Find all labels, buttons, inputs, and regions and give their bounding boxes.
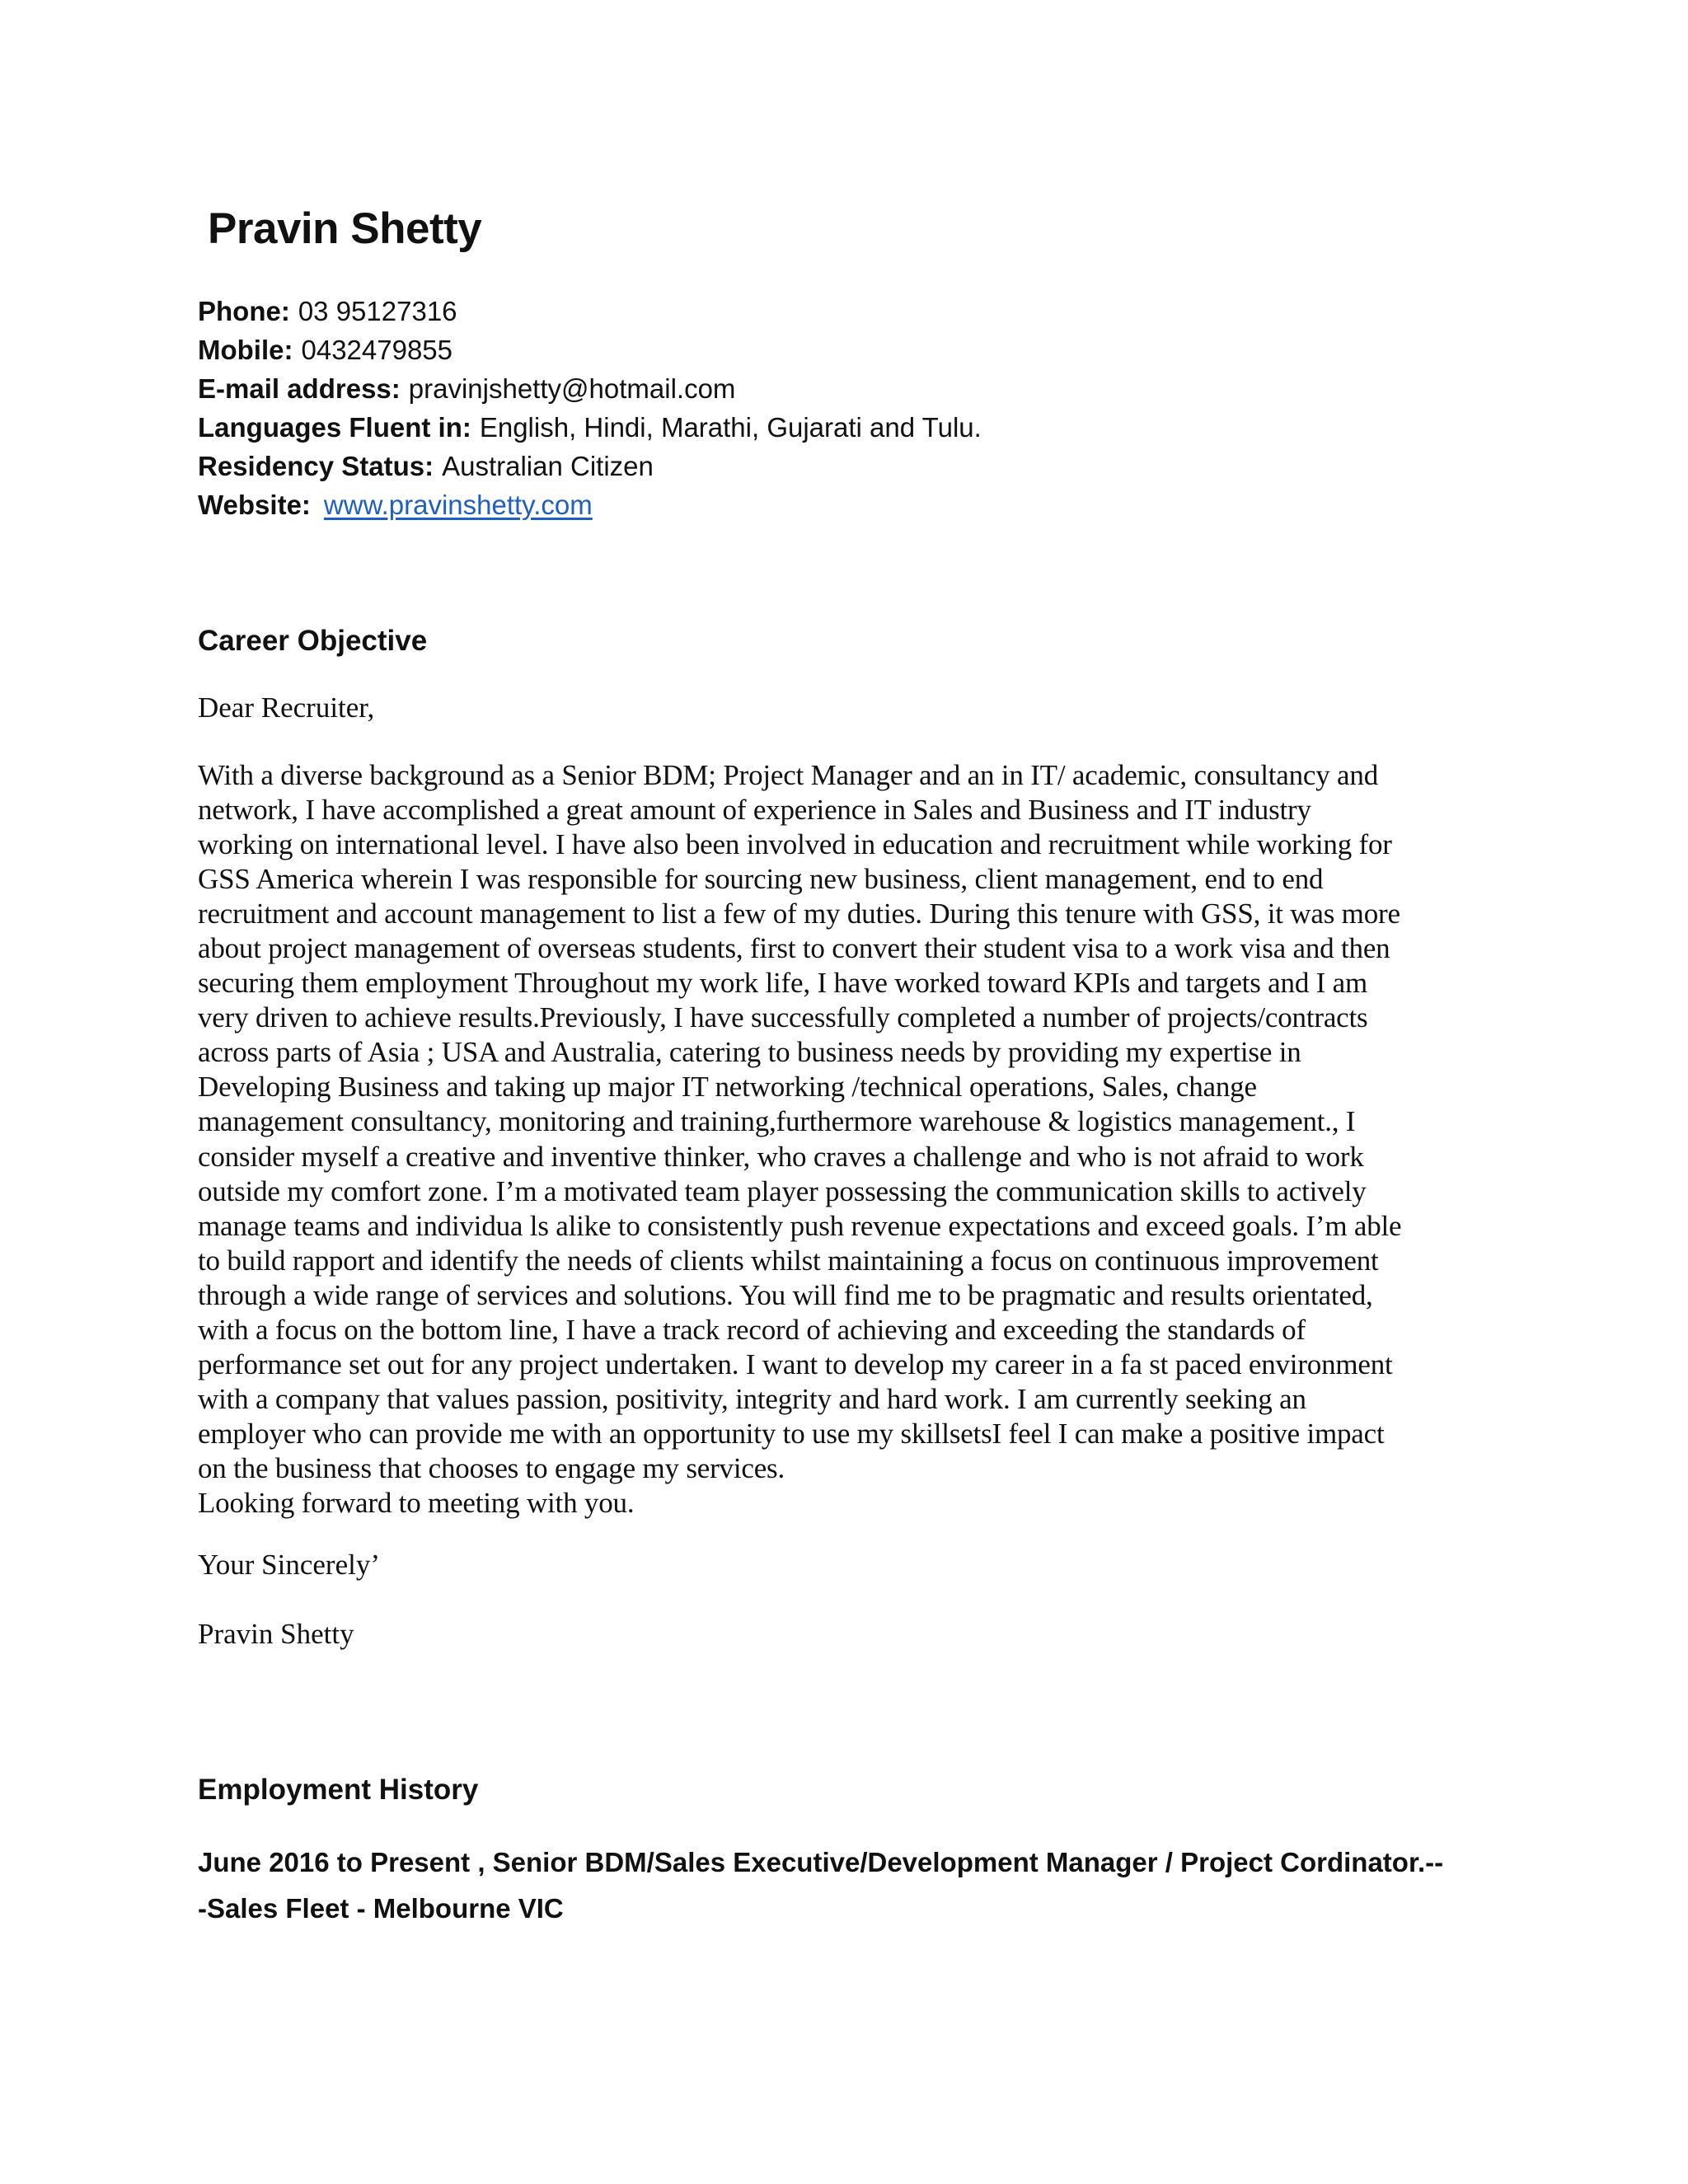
website-link[interactable]: www.pravinshetty.com bbox=[323, 490, 593, 520]
objective-line: management consultancy, monitoring and training,furthermore warehouse & logistics management., I bbox=[198, 1105, 1356, 1138]
objective-line: to build rapport and identify the needs of clients whilst maintaining a focus on continuous improvement bbox=[198, 1244, 1379, 1277]
email-value: pravinjshetty@hotmail.com bbox=[408, 373, 736, 404]
email-line bbox=[198, 369, 1550, 408]
objective-line: with a focus on the bottom line, I have a track record of achieving and exceeding the standards of bbox=[198, 1313, 1306, 1346]
contact-details bbox=[198, 292, 1550, 524]
job-title bbox=[198, 1840, 1550, 1932]
objective-line: With a diverse background as a Senior BDM; Project Manager and an in IT/ academic, consultancy and bbox=[198, 759, 1378, 791]
candidate-name: Pravin Shetty bbox=[208, 204, 482, 253]
objective-line: performance set out for any project undertaken. I want to develop my career in a fa st paced environment bbox=[198, 1347, 1393, 1380]
website-line bbox=[198, 485, 1550, 524]
email-label: E-mail address: bbox=[198, 373, 401, 404]
objective-line: with a company that values passion, positivity, integrity and hard work. I am currently seeking an bbox=[198, 1382, 1306, 1415]
objective-line: recruitment and account management to list a few of my duties. During this tenure with GSS, it was more bbox=[198, 898, 1400, 930]
mobile-label: Mobile: bbox=[198, 335, 293, 365]
job-title-line: June 2016 to Present , Senior BDM/Sales Executive/Development Manager / Project Cordinator.-- bbox=[198, 1847, 1444, 1877]
languages-line bbox=[198, 408, 1550, 447]
objective-line: network, I have accomplished a great amount of experience in Sales and Business and IT industry bbox=[198, 794, 1311, 827]
career-objective-heading: Career Objective bbox=[198, 625, 428, 657]
mobile-line bbox=[198, 330, 1550, 369]
phone-value: 03 95127316 bbox=[298, 296, 457, 326]
objective-line: Developing Business and taking up major IT networking /technical operations, Sales, change bbox=[198, 1071, 1257, 1104]
closing-line: Your Sincerely’ bbox=[198, 1549, 381, 1581]
residency-value: Australian Citizen bbox=[442, 451, 654, 481]
job-title-line: -Sales Fleet - Melbourne VIC bbox=[198, 1893, 564, 1924]
languages-label: Languages Fluent in: bbox=[198, 412, 471, 443]
objective-line: employer who can provide me with an opportunity to use my skillsetsI feel I can make a positive impact bbox=[198, 1417, 1385, 1450]
employment-history-heading: Employment History bbox=[198, 1774, 479, 1806]
objective-line: securing them employment Throughout my work life, I have worked toward KPIs and targets and I am bbox=[198, 967, 1368, 1000]
languages-value: English, Hindi, Marathi, Gujarati and Tulu. bbox=[479, 412, 982, 443]
objective-line: about project management of overseas students, first to convert their student visa to a work visa and then bbox=[198, 932, 1390, 965]
objective-line: GSS America wherein I was responsible for sourcing new business, client management, end to end bbox=[198, 863, 1324, 896]
residency-line bbox=[198, 447, 1550, 485]
salutation: Dear Recruiter, bbox=[198, 691, 375, 724]
objective-line: through a wide range of services and solutions. You will find me to be pragmatic and results orientated, bbox=[198, 1278, 1373, 1311]
mobile-value: 0432479855 bbox=[301, 335, 453, 365]
objective-line: consider myself a creative and inventive thinker, who craves a challenge and who is not afraid to work bbox=[198, 1140, 1364, 1173]
objective-line: Looking forward to meeting with you. bbox=[198, 1486, 635, 1519]
objective-line: manage teams and individua ls alike to consistently push revenue expectations and exceed goals. I’m able bbox=[198, 1209, 1402, 1242]
career-objective-body bbox=[198, 758, 1484, 1521]
objective-line: on the business that chooses to engage my services. bbox=[198, 1451, 785, 1484]
objective-line: working on international level. I have also been involved in education and recruitment while working for bbox=[198, 828, 1392, 861]
objective-line: outside my comfort zone. I’m a motivated team player possessing the communication skills to actively bbox=[198, 1174, 1367, 1207]
signature-name: Pravin Shetty bbox=[198, 1618, 354, 1650]
residency-label: Residency Status: bbox=[198, 451, 434, 481]
objective-line: across parts of Asia ; USA and Australia, catering to business needs by providing my expertise in bbox=[198, 1036, 1301, 1069]
phone-label: Phone: bbox=[198, 296, 290, 326]
website-label: Website: bbox=[198, 490, 311, 520]
phone-line bbox=[198, 292, 1550, 330]
objective-line: very driven to achieve results.Previously, I have successfully completed a number of projects/contracts bbox=[198, 1001, 1368, 1034]
